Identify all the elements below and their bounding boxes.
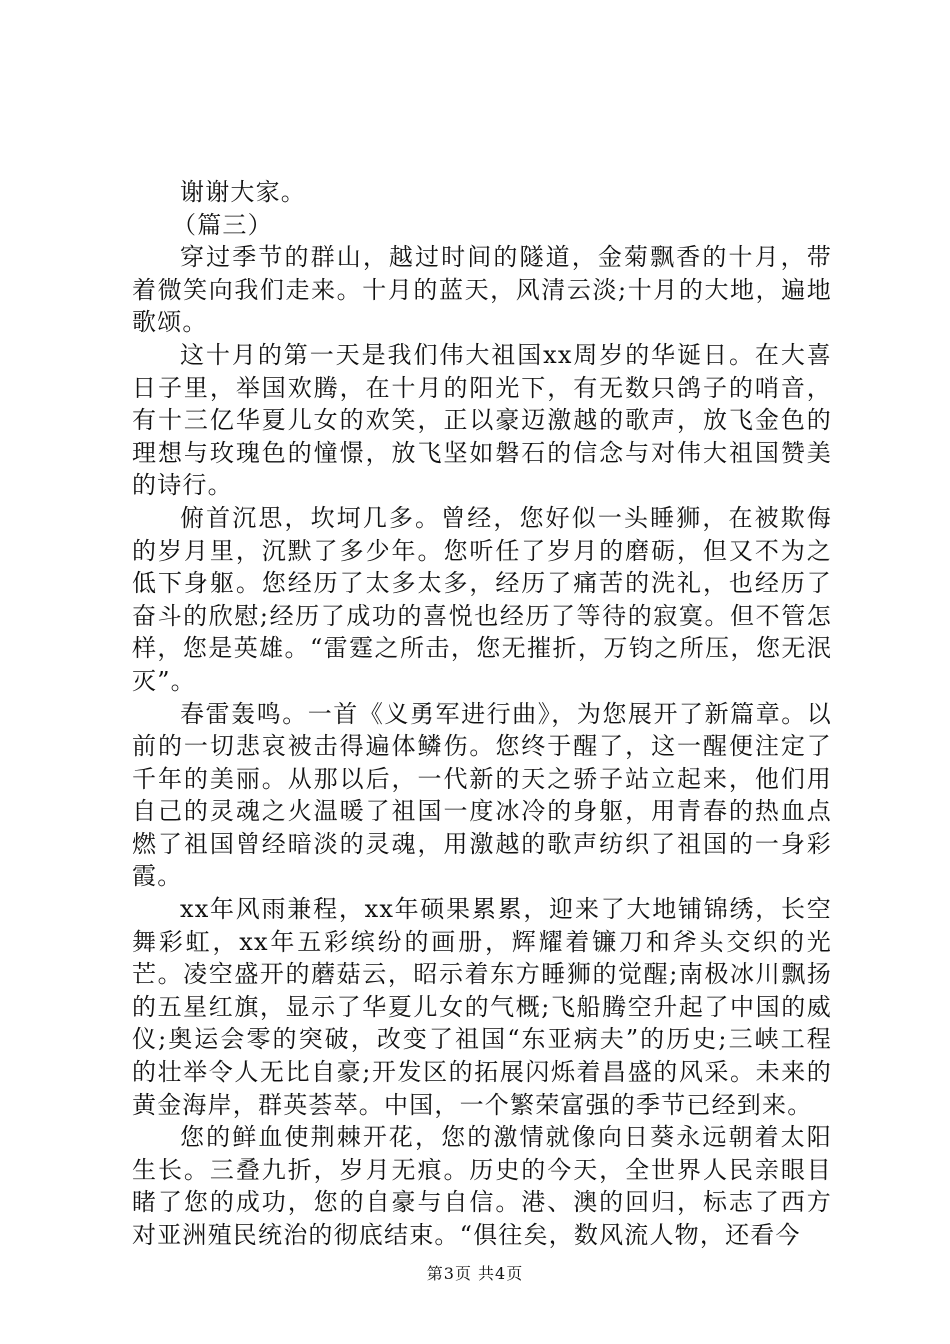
paragraph: 春雷轰鸣。一首《义勇军进行曲》，为您展开了新篇章。以前的一切悲哀被击得遍体鳞伤。您终于醒了，这一醒便注定了千年的美丽。从那以后，一代新的天之骄子站立起来，他们用自己的灵魂之火温暖了祖国一度冰冷的身躯，用青春的热血点燃了祖国曾经暗淡的灵魂，用激越的歌声纺织了祖国的一身彩霞。 xyxy=(132,699,832,891)
paragraph: 这十月的第一天是我们伟大祖国xx周岁的华诞日。在大喜日子里，举国欢腾，在十月的阳光下，有无数只鸽子的哨音，有十三亿华夏儿女的欢笑，正以豪迈激越的歌声，放飞金色的理想与玫瑰色的憧憬，放飞坚如磐石的信念与对伟大祖国赞美的诗行。 xyxy=(132,340,832,500)
paragraph: 穿过季节的群山，越过时间的隧道，金菊飘香的十月，带着微笑向我们走来。十月的蓝天，风清云淡;十月的大地，遍地歌颂。 xyxy=(132,243,832,337)
paragraph: 您的鲜血使荆棘开花，您的激情就像向日葵永远朝着太阳生长。三叠九折，岁月无痕。历史的今天，全世界人民亲眼目睹了您的成功，您的自豪与自信。港、澳的回归，标志了西方对亚洲殖民统治的彻底结束。“俱往矣，数风流人物，还看今 xyxy=(132,1123,832,1249)
paragraph-thanks: 谢谢大家。 xyxy=(180,178,306,206)
paragraph: xx年风雨兼程，xx年硕果累累，迎来了大地铺锦绣，长空舞彩虹，xx年五彩缤纷的画册，辉耀着镰刀和斧头交织的光芒。凌空盛开的蘑菇云，昭示着东方睡狮的觉醒;南极冰川飘扬的五星红旗，显示了华夏儿女的气概;飞船腾空升起了中国的威仪;奥运会零的突破，改变了祖国“东亚病夫”的历史;三峡工程的壮举令人无比自豪;开发区的拓展闪烁着昌盛的风采。未来的黄金海岸，群英荟萃。中国，一个繁荣富强的季节已经到来。 xyxy=(132,895,832,1119)
paragraph: 俯首沉思，坎坷几多。曾经，您好似一头睡狮，在被欺侮的岁月里，沉默了多少年。您听任了岁月的磨砺，但又不为之低下身躯。您经历了太多太多，经历了痛苦的洗礼，也经历了奋斗的欣慰;经历了成功的喜悦也经历了等待的寂寞。但不管怎样，您是英雄。“雷霆之所击，您无摧折，万钧之所压，您无泯灭”。 xyxy=(132,503,832,695)
page-number-footer: 第3页 共4页 xyxy=(426,1264,524,1283)
section-heading: （篇三） xyxy=(172,210,273,239)
document-body xyxy=(132,176,832,1252)
